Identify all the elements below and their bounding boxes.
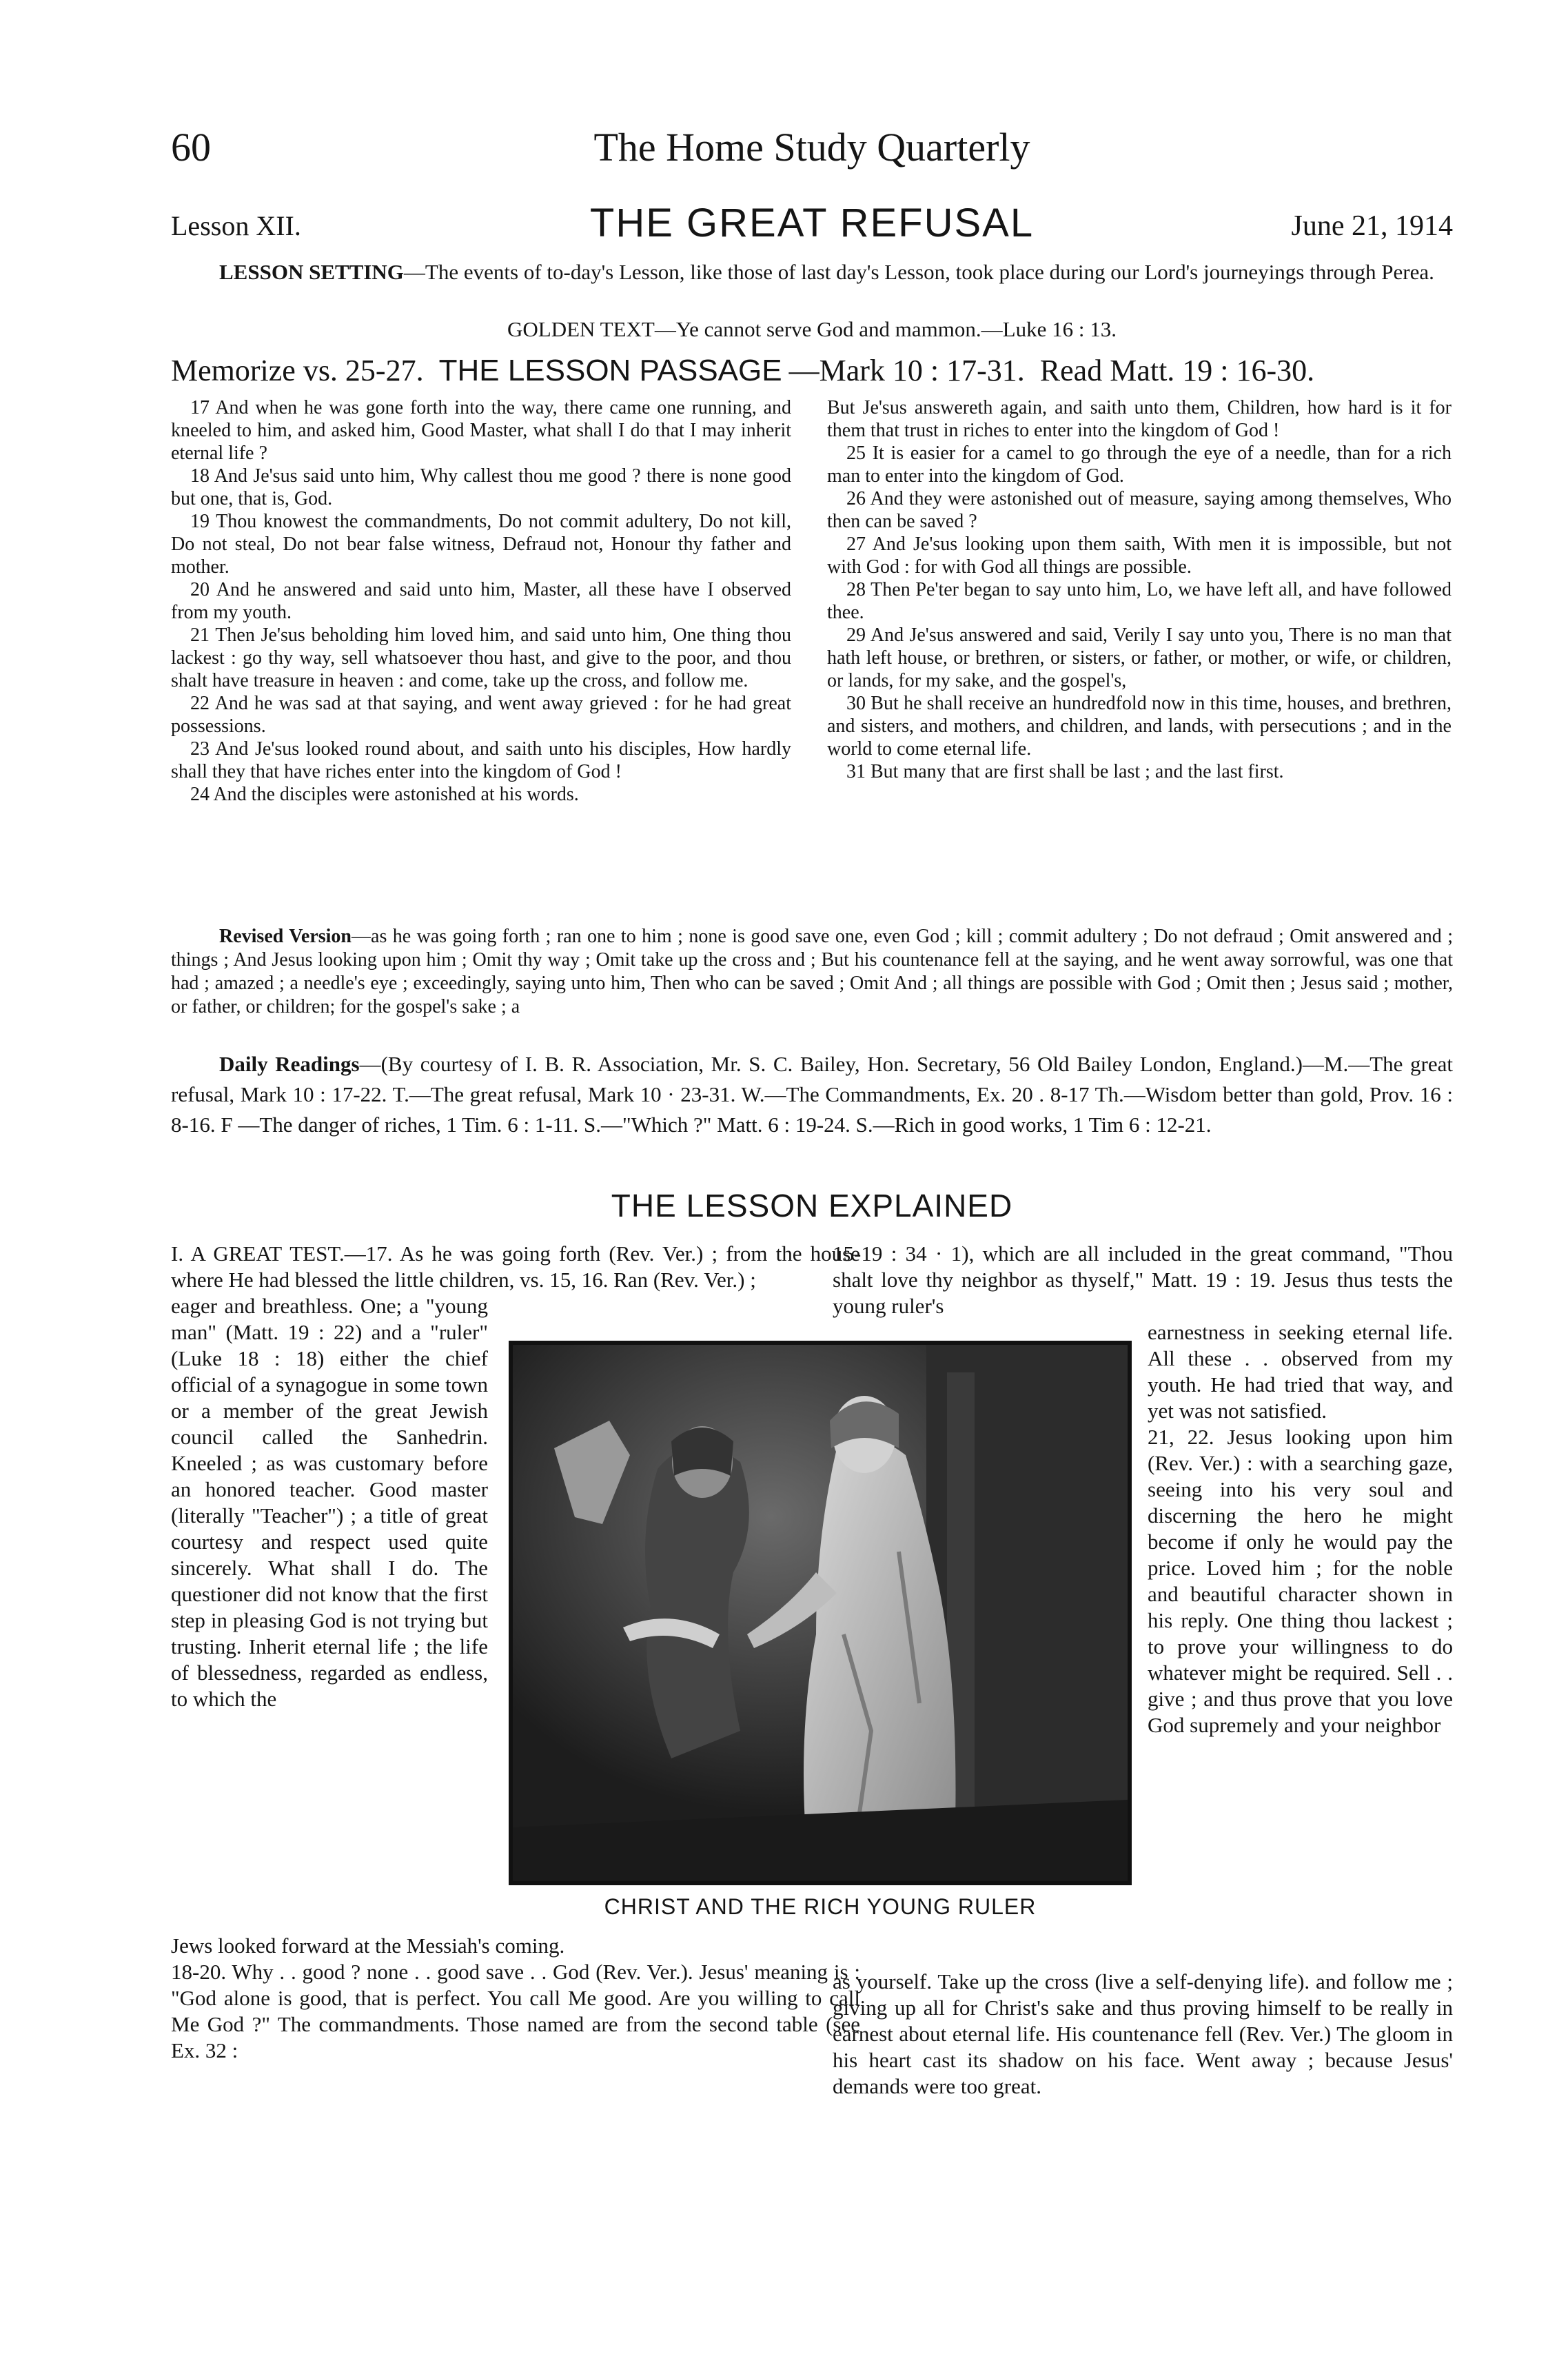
daily-readings-text: —(By courtesy of I. B. R. Association, Mr. S. C. Bailey, Hon. Secretary, 56 Old Bailey London, England.)—M.—The great refusal, Mark 10 : 17-22. T.—The great refusal, Mark 10 · 23-31. W.—The Commandments, Ex. 20 . 8-17 Th.—Wisdom better than gold, Prov. 16 : 8-16. F —The danger of riches, 1 Tim. 6 : 1-11. S.—"Which ?" Matt. 6 : 19-24. S.—Rich in good works, 1 Tim 6 : 12-21. [171,1052,1454,1137]
verse-19: 19 Thou knowest the commandments, Do not commit adultery, Do not kill, Do not steal, Do not bear false witness, Defraud not, Honour thy father and mother. [171,511,791,578]
verse-24: 24 And the disciples were astonished at his words. [190,784,579,805]
verse-30: 30 But he shall receive an hundredfold now in this time, houses, and brethren, and sisters, and mothers, and children, and lands, with persecutions ; and in the world to come eternal life. [827,693,1452,760]
explained-section-18-20: 18-20. Why . . good ? none . . good save . . God (Rev. Ver.). Jesus' meaning is : "God alone is good, that is perfect. You call Me good. Are you willing to call Me God ?" The commandments. Those named are from the second table (see Ex. 32 : [171,1960,860,2062]
lesson-setting-label: LESSON SETTING [219,260,404,284]
passage-left-column [171,396,791,806]
golden-text: GOLDEN TEXT—Ye cannot serve God and mammon.—Luke 16 : 13. [507,317,1117,341]
verse-26: 26 And they were astonished out of measure, saying among themselves, Who then can be saved ? [827,488,1452,532]
explained-left-bottom [171,1933,860,2064]
lesson-title: THE GREAT REFUSAL [589,201,1035,245]
page-header [171,124,1453,186]
memorize-verses: Memorize vs. 25-27. [171,354,424,387]
lesson-passage-heading: THE LESSON PASSAGE [438,354,782,387]
verse-24-continued: But Je'sus answereth again, and saith unto them, Children, how hard is it for them that trust in riches to enter into the kingdom of God ! [827,397,1452,441]
lesson-setting-text: —The events of to-day's Lesson, like those of last day's Lesson, took place during our Lord's journeyings through Perea. [403,260,1434,284]
read-reference: Read Matt. 19 : 16-30. [1039,354,1315,387]
illustration-christ-and-rich-young-ruler [513,1345,1128,1881]
illustration-figure [509,1341,1132,1885]
explained-left-narrow: eager and breathless. One; a "young man" (Matt. 19 : 22) and a "ruler" (Luke 18 : 18) either the chief official of a synagogue in some town or a member of the great Jewish council called the Sanhedrin. Kneeled ; as was customary before an honored teacher. Good master (literally "Teacher") ; a title of great courtesy and respect used quite sincerely. What shall I do. The questioner did not know that the first step in pleasing God is not trying but trusting. Inherit eternal life ; the life of blessedness, regarded as endless, to which the [171,1294,488,1711]
page-number: 60 [171,125,211,170]
explained-top-right: 15-19 : 34 · 1), which are all included in the great command, "Thou shalt love thy neighbor as thyself," Matt. 19 : 19. Jesus thus tests the young ruler's [833,1241,1453,1318]
verse-27: 27 And Je'sus looking upon them saith, With men it is impossible, but not with God : for with God all things are possible. [827,534,1452,578]
revised-version-text: —as he was going forth ; ran one to him ; none is good save one, even God ; kill ; commit adultery ; Do not defraud ; Omit answered and ; things ; And Jesus looking upon him ; Omit thy way ; Omit take up the cross and ; But his countenance fell at the saying, and he went away sorrowful, was one that had ; amazed ; a needle's eye ; exceedingly, saying unto him, Then who can be saved ; Omit And ; all things are possible with God ; Omit then ; Jesus said ; mother, or father, or children; for the gospel's sake ; a [171,926,1454,1017]
verse-17: 17 And when he was gone forth into the way, there came one running, and kneeled to him, and asked him, Good Master, what shall I do that I may inherit eternal life ? [171,397,791,464]
lesson-setting [171,258,1453,286]
lesson-number: Lesson XII. [171,210,301,241]
explained-left-bottom-line: Jews looked forward at the Messiah's coming. [171,1933,565,1958]
verse-25: 25 It is easier for a camel to go through the eye of a needle, than for a rich man to enter into the kingdom of God. [827,443,1452,487]
revised-version-label: Revised Version [219,926,352,947]
verse-31: 31 But many that are first shall be last ; and the last first. [846,761,1284,782]
verse-20: 20 And he answered and said unto him, Master, all these have I observed from my youth. [171,579,791,623]
verse-29: 29 And Je'sus answered and said, Verily I say unto you, There is no man that hath left house, or brethren, or sisters, or father, or mother, or wife, or children, or lands, for my sake, and the gospel's, [827,625,1452,691]
verse-18: 18 And Je'sus said unto him, Why callest thou me good ? there is none good but one, that is, God. [171,465,791,509]
lesson-date: June 21, 1914 [1291,210,1453,242]
passage-reference: —Mark 10 : 17-31. [788,354,1025,387]
explained-right-narrow: earnestness in seeking eternal life. All these . . observed from my youth. He had tried that way, and yet was not satisfied. 21, 22. Jesus looking upon him (Rev. Ver.) : with a searching gaze, seeing into his very soul and discerning the hero he might become if only he would pay the price. Loved him ; for the noble and beautiful character shown in his reply. One thing thou lackest ; to prove your willingness to do whatever might be required. Sell . . give ; and thus prove that you love God supremely and your neighbor [1148,1320,1453,1737]
verse-22: 22 And he was sad at that saying, and went away grieved : for he had great possessions. [171,693,791,737]
daily-readings [171,1049,1453,1140]
daily-readings-label: Daily Readings [219,1052,360,1076]
verse-21: 21 Then Je'sus beholding him loved him, and said unto him, One thing thou lackest : go thy way, sell whatsoever thou hast, and give to the poor, and thou shalt have treasure in heaven : and come, take up the cross, and follow me. [171,625,791,691]
lesson-explained-heading: THE LESSON EXPLAINED [611,1188,1013,1224]
verse-23: 23 And Je'sus looked round about, and saith unto his disciples, How hardly shall they that have riches enter into the kingdom of God ! [171,738,791,782]
figure-caption: CHRIST AND THE RICH YOUNG RULER [604,1894,1037,1919]
explained-right-bottom: as yourself. Take up the cross (live a self-denying life). and follow me ; giving up all for Christ's sake and thus proving himself to be really in earnest about eternal life. His countenance fell (Rev. Ver.) The gloom in his heart cast its shadow on his face. Went away ; because Jesus' demands were too great. [833,1969,1453,2098]
lesson-title-line [171,200,1453,255]
verse-28: 28 Then Pe'ter began to say unto him, Lo, we have left all, and have followed thee. [827,579,1452,623]
revised-version-notes [171,925,1453,1019]
running-title: The Home Study Quarterly [593,125,1030,170]
explained-top-left: I. A GREAT TEST.—17. As he was going forth (Rev. Ver.) ; from the house where He had blessed the little children, vs. 15, 16. Ran (Rev. Ver.) ; [171,1241,860,1292]
memorize-line [171,353,1453,394]
passage-right-column [827,396,1452,783]
